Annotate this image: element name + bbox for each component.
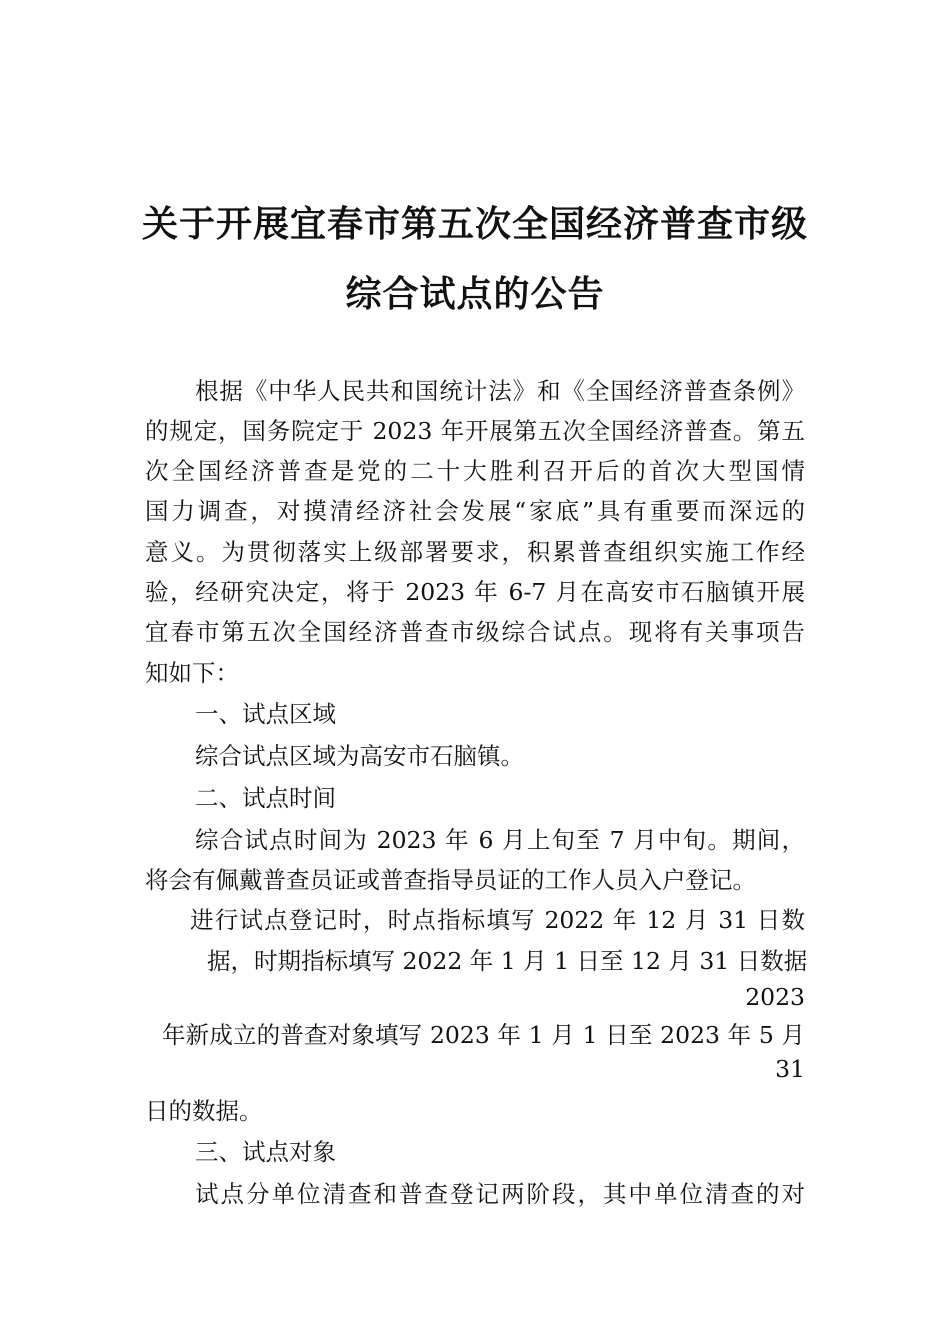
paragraph-line: 据，时期指标填写 2022 年 1 月 1 日至 12 月 31 日数据 [207,947,808,975]
paragraph-line: 验，经研究决定，将于 2023 年 6-7 月在高安市石脑镇开展 [145,578,805,606]
document-title-line-1: 关于开展宜春市第五次全国经济普查市级 [141,204,808,245]
paragraph-line: 日的数据。 [145,1097,263,1125]
paragraph-line: 将会有佩戴普查员证或普查指导员证的工作人员入户登记。 [145,866,756,894]
document-title-line-2: 综合试点的公告 [345,274,605,315]
paragraph-line: 试点分单位清查和普查登记两阶段，其中单位清查的对 [195,1180,805,1208]
paragraph-line: 的规定，国务院定于 2023 年开展第五次全国经济普查。第五 [145,417,805,445]
paragraph-line: 31 [775,1055,805,1083]
paragraph-line: 综合试点区域为高安市石脑镇。 [195,742,524,770]
paragraph-line: 综合试点时间为 2023 年 6 月上旬至 7 月中旬。期间， [195,826,805,854]
paragraph-line: 年新成立的普查对象填写 2023 年 1 月 1 日至 2023 年 5 月 [162,1021,805,1049]
paragraph-line: 宜春市第五次全国经济普查市级综合试点。现将有关事项告 [145,618,805,646]
paragraph-line: 2023 [745,983,805,1011]
paragraph-line: 知如下： [145,659,239,687]
section-heading: 三、试点对象 [195,1138,336,1166]
paragraph-line: 进行试点登记时，时点指标填写 2022 年 12 月 31 日数 [190,906,805,934]
section-heading: 二、试点时间 [195,784,336,812]
paragraph-line: 国力调查，对摸清经济社会发展“家底”具有重要而深远的 [145,497,805,525]
section-heading: 一、试点区域 [195,700,336,728]
paragraph-line: 次全国经济普查是党的二十大胜利召开后的首次大型国情 [145,457,805,485]
paragraph-line: 意义。为贯彻落实上级部署要求，积累普查组织实施工作经 [145,538,805,566]
paragraph-line: 根据《中华人民共和国统计法》和《全国经济普查条例》 [195,377,805,405]
